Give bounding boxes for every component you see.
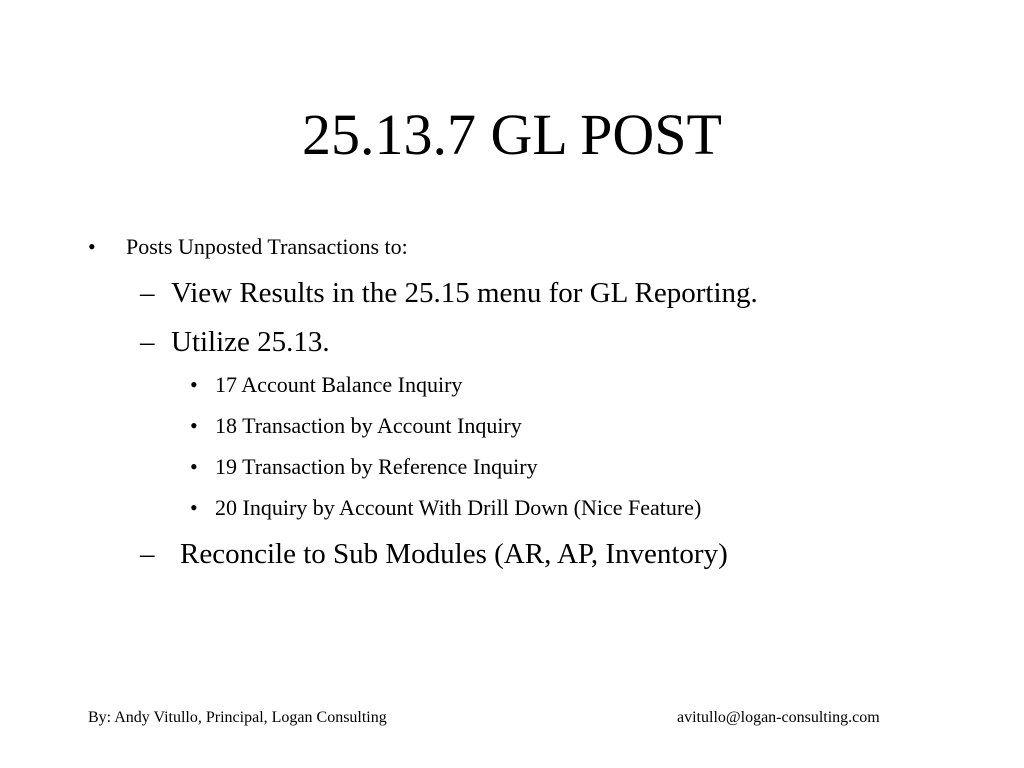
bullet-icon: • <box>88 234 96 259</box>
dash-icon: – <box>140 538 155 570</box>
footer-email: avitullo@logan-consulting.com <box>677 709 880 726</box>
slide-title: 25.13.7 GL POST <box>302 102 722 167</box>
dash-icon: – <box>140 277 155 309</box>
bullet-level3-item: 17 Account Balance Inquiry <box>215 372 463 397</box>
footer-author: By: Andy Vitullo, Principal, Logan Consulting <box>88 709 387 726</box>
bullet-icon: • <box>190 372 198 397</box>
dash-icon: – <box>140 326 155 358</box>
bullet-level2-item: Reconcile to Sub Modules (AR, AP, Inventory) <box>180 538 728 570</box>
bullet-icon: • <box>190 495 198 520</box>
bullet-level2-item: View Results in the 25.15 menu for GL Reporting. <box>171 277 758 309</box>
bullet-level1: Posts Unposted Transactions to: <box>126 234 408 259</box>
bullet-icon: • <box>190 413 198 438</box>
bullet-level3-item: 19 Transaction by Reference Inquiry <box>215 454 538 479</box>
bullet-level3-item: 18 Transaction by Account Inquiry <box>215 413 522 438</box>
bullet-level3-item: 20 Inquiry by Account With Drill Down (Nice Feature) <box>215 495 702 520</box>
bullet-level2-item: Utilize 25.13. <box>171 326 330 358</box>
bullet-icon: • <box>190 454 198 479</box>
